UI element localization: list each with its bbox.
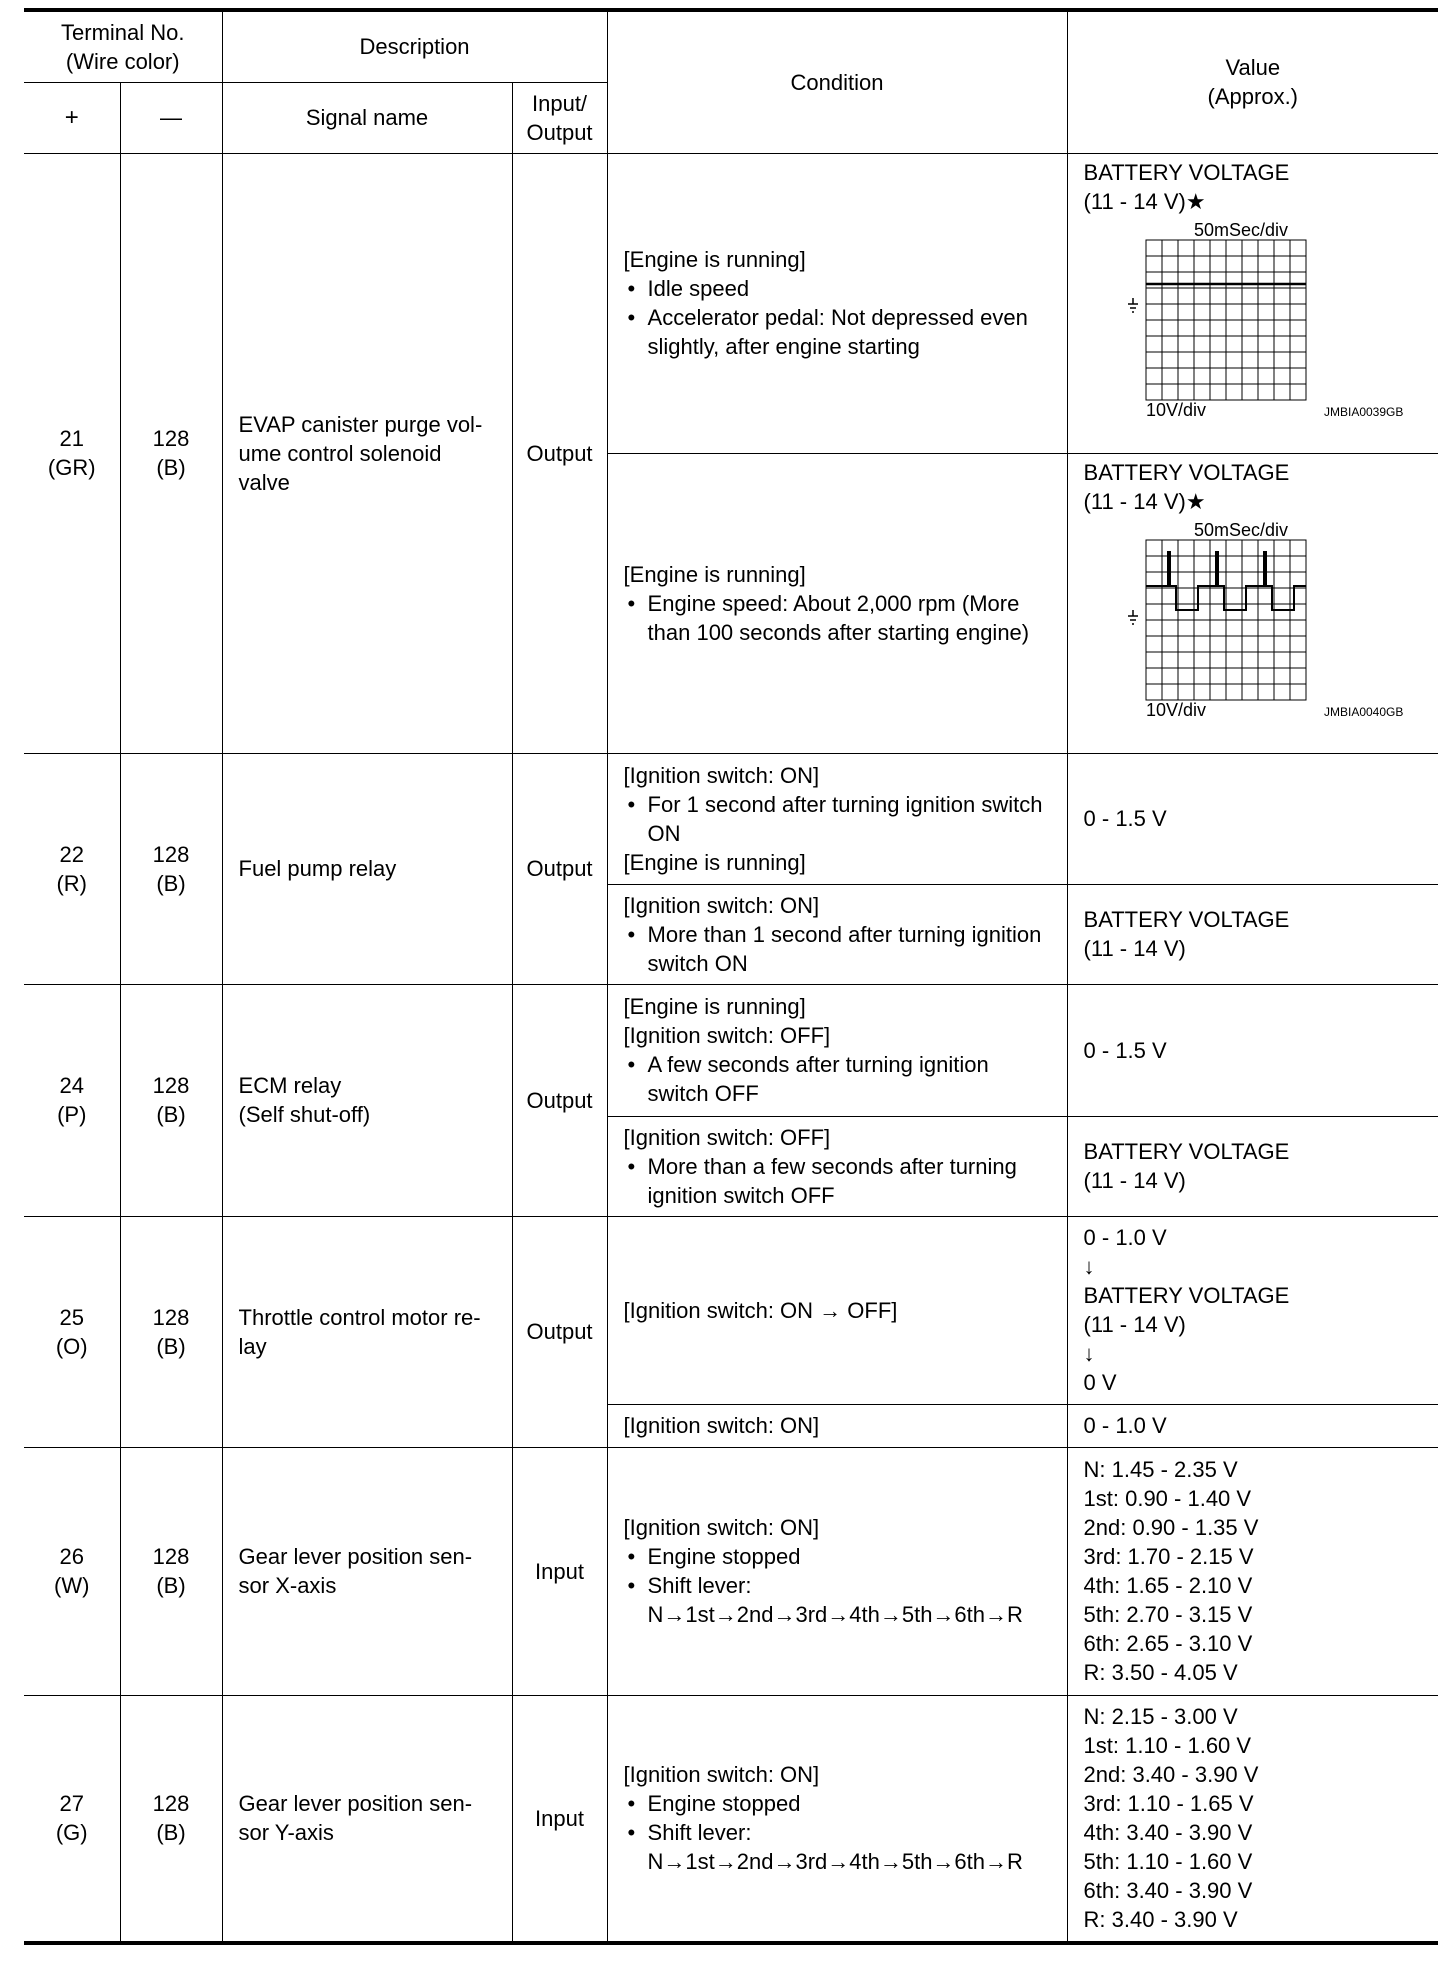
condition-bullet: • Accelerator pedal: Not depressed even slightly, after engine starting [624,303,1055,361]
value-line: N: 2.15 - 3.00 V [1083,1704,1238,1730]
terminal-plus [24,153,120,753]
condition-intro: [Ignition switch: ON] [623,1515,820,1540]
io-type: Output [512,1216,607,1447]
terminal-plus-number: 27 [59,1791,84,1817]
terminal-plus [24,1216,120,1447]
condition-intro: [Engine is running] [623,994,806,1019]
condition-bullets [624,790,1055,848]
value-line: (11 - 14 V) [1083,1168,1186,1193]
header-terminal-l1: Terminal No. [61,19,185,45]
table-row [24,1447,1438,1695]
scope-time-label: 50mSec/div [1193,519,1288,540]
value-line: 5th: 1.10 - 1.60 V [1083,1849,1253,1875]
header-row-1 [24,10,1438,82]
scope-time-label: 50mSec/div [1193,219,1288,240]
signal-name [222,1216,512,1447]
value-line: (11 - 14 V)★ [1083,488,1206,514]
ground-symbol-icon [1128,610,1138,624]
terminal-plus-number: 26 [59,1544,84,1569]
io-type: Input [512,1447,607,1695]
value-cell [1067,984,1438,1116]
value-cell [1067,1216,1438,1404]
io-type: Input [512,1695,607,1943]
value-cell [1067,153,1438,453]
condition-bullet: • For 1 second after turning ignition switch ON [624,790,1055,848]
signal-name-line: ECM relay [238,1073,342,1098]
condition-outro: [Engine is running] [623,849,806,875]
header-io [512,82,607,153]
condition-bullet: • Engine speed: About 2,000 rpm (More than 100 seconds after starting engine) [624,589,1055,647]
terminal-plus [24,1447,120,1695]
condition-bullet: • Engine stopped [624,1542,1055,1571]
terminal-minus-color: (B) [156,1820,186,1846]
value-line: BATTERY VOLTAGE [1083,459,1290,485]
table-row [24,1695,1438,1943]
terminal-minus-number: 128 [152,426,190,451]
terminal-minus-number: 128 [152,841,190,867]
terminal-minus [120,753,222,984]
value-line: (11 - 14 V) [1083,936,1186,961]
signal-name-line: Fuel pump relay [238,856,397,881]
terminal-minus [120,1447,222,1695]
figure-id: JMBIA0040GB [1323,704,1403,718]
signal-name-line: Throttle control motor re- [238,1304,481,1330]
condition-intro: [Ignition switch: OFF] [623,1124,831,1150]
terminal-minus-number: 128 [152,1304,190,1330]
condition-cell [607,453,1067,753]
condition-cell [607,1447,1067,1695]
io-type: Output [512,753,607,984]
value-line: 1st: 1.10 - 1.60 V [1083,1733,1252,1759]
header-signal-name: Signal name [222,82,512,153]
condition-intro: [Ignition switch: ON → OFF] [623,1297,898,1323]
condition-bullets [624,1050,1055,1108]
header-minus: — [120,82,222,153]
condition-cell [607,753,1067,884]
terminal-plus [24,984,120,1216]
table-row [24,753,1438,884]
io-type: Output [512,153,607,753]
signal-name-line: (Self shut-off) [238,1102,371,1127]
value-line: 0 V [1083,1370,1117,1395]
terminal-plus-color: (G) [55,1820,88,1846]
value-cell [1067,453,1438,753]
value-line: 2nd: 0.90 - 1.35 V [1083,1515,1259,1540]
value-cell [1067,1116,1438,1216]
condition-bullet: • Engine stopped [624,1789,1055,1818]
terminal-plus-color: (GR) [47,455,96,480]
value-line: 4th: 1.65 - 2.10 V [1083,1573,1253,1598]
value-line: BATTERY VOLTAGE [1083,159,1290,185]
scope-grid [1146,240,1306,400]
signal-name-line: sor X-axis [238,1573,337,1598]
condition-bullet: • A few seconds after turning ignition switch OFF [624,1050,1055,1108]
terminal-minus [120,984,222,1216]
terminal-plus [24,1695,120,1943]
value-cell [1067,753,1438,884]
terminal-plus-color: (R) [56,870,88,896]
value-cell [1067,1404,1438,1447]
header-terminal-l2: (Wire color) [65,48,180,74]
terminal-plus-color: (O) [55,1333,88,1359]
condition-cell [607,1404,1067,1447]
terminal-minus-color: (B) [156,1102,186,1127]
header-value [1067,10,1438,153]
header-terminal [24,10,222,82]
signal-name-line: Gear lever position sen- [238,1791,473,1817]
condition-bullet: • More than 1 second after turning ignition switch ON [624,920,1055,978]
terminal-plus-number: 25 [59,1304,84,1330]
header-plus: + [24,82,120,153]
condition-bullet: • Shift lever: [624,1571,1055,1600]
value-line: 6th: 2.65 - 3.10 V [1083,1631,1253,1656]
value-line: N: 1.45 - 2.35 V [1083,1457,1238,1482]
terminal-minus-color: (B) [156,1573,186,1598]
value-line: 5th: 2.70 - 3.15 V [1083,1602,1253,1627]
condition-cell [607,884,1067,984]
scope-volt-label: 10V/div [1145,699,1206,718]
signal-name-line: lay [238,1333,267,1359]
condition-bullets [624,589,1055,647]
shift-sequence: N→1st→2nd→3rd→4th→5th→6th→R [647,1602,1023,1627]
terminal-plus-number: 22 [59,841,84,867]
header-description: Description [222,10,607,82]
terminal-plus [24,753,120,984]
condition-intro: [Ignition switch: ON] [623,1413,820,1438]
terminal-minus-number: 128 [152,1791,190,1817]
condition-intro: [Ignition switch: ON] [623,762,820,788]
value-line: 0 - 1.5 V [1083,1037,1167,1063]
signal-name-line: EVAP canister purge vol- [238,411,483,437]
shift-sequence: N→1st→2nd→3rd→4th→5th→6th→R [647,1849,1023,1875]
value-line: BATTERY VOLTAGE [1083,907,1290,932]
header-io-l2: Output [526,119,593,145]
header-condition: Condition [607,10,1067,153]
condition-cell [607,1116,1067,1216]
condition-bullet: • Idle speed [624,274,1055,303]
io-type: Output [512,984,607,1216]
terminal-minus-color: (B) [156,1333,186,1359]
table-row [24,1216,1438,1404]
signal-name-line: ume control solenoid [238,440,442,466]
terminal-minus-number: 128 [152,1544,190,1569]
value-cell [1067,884,1438,984]
signal-name [222,753,512,984]
condition-cell [607,1216,1067,1404]
terminal-plus-number: 21 [59,426,84,451]
terminal-minus-color: (B) [156,870,186,896]
condition-bullet: • More than a few seconds after turning ignition switch OFF [624,1152,1055,1210]
value-line: BATTERY VOLTAGE [1083,1139,1290,1164]
oscilloscope-waveform [1084,218,1424,418]
ground-symbol-icon [1128,298,1138,312]
signal-name [222,153,512,753]
condition-bullets [624,920,1055,978]
condition-bullets [624,1789,1055,1847]
terminal-minus [120,1216,222,1447]
arrow-down-icon: ↓ [1083,1341,1095,1366]
condition-intro: [Engine is running] [623,247,806,272]
condition-bullets [624,274,1055,361]
table-row [24,153,1438,453]
value-line: 6th: 3.40 - 3.90 V [1083,1878,1253,1904]
terminal-minus [120,1695,222,1943]
terminal-plus-color: (P) [57,1102,87,1127]
value-line: (11 - 14 V) [1083,1312,1186,1337]
condition-cell [607,1695,1067,1943]
condition-intro: [Ignition switch: ON] [623,1762,820,1788]
oscilloscope-waveform [1084,518,1424,718]
value-cell [1067,1695,1438,1943]
value-line: 0 - 1.0 V [1083,1225,1167,1250]
value-line: 3rd: 1.10 - 1.65 V [1083,1791,1254,1817]
signal-name-line: valve [238,469,290,495]
condition-cell [607,153,1067,453]
header-io-l1: Input/ [532,90,588,116]
value-line: BATTERY VOLTAGE [1083,1283,1290,1308]
value-line: R: 3.50 - 4.05 V [1083,1660,1238,1685]
condition-intro: [Engine is running] [623,561,806,587]
value-line: 0 - 1.0 V [1083,1413,1167,1438]
signal-name [222,1447,512,1695]
signal-name [222,1695,512,1943]
condition-intro: [Ignition switch: OFF] [623,1023,831,1048]
value-line: 1st: 0.90 - 1.40 V [1083,1486,1252,1511]
scope-volt-label: 10V/div [1145,399,1206,418]
condition-bullets [624,1542,1055,1600]
value-line: (11 - 14 V)★ [1083,188,1206,214]
header-value-l2: (Approx.) [1207,84,1299,110]
value-line: R: 3.40 - 3.90 V [1083,1907,1238,1933]
terminal-minus [120,153,222,753]
signal-name-line: sor Y-axis [238,1820,334,1846]
condition-cell [607,984,1067,1116]
signal-name [222,984,512,1216]
condition-intro: [Ignition switch: ON] [623,892,820,918]
table-row [24,984,1438,1116]
value-line: 0 - 1.5 V [1083,806,1167,831]
terminal-minus-color: (B) [156,455,186,480]
terminal-plus-number: 24 [59,1073,84,1098]
value-line: 4th: 3.40 - 3.90 V [1083,1820,1253,1846]
figure-id: JMBIA0039GB [1323,404,1403,418]
arrow-down-icon: ↓ [1083,1254,1095,1279]
condition-bullets [624,1152,1055,1210]
terminal-minus-number: 128 [152,1073,190,1098]
signal-name-line: Gear lever position sen- [238,1544,473,1569]
terminal-plus-color: (W) [54,1573,90,1598]
terminal-table [24,8,1438,1945]
condition-bullet: • Shift lever: [624,1818,1055,1847]
header-value-l1: Value [1225,55,1281,81]
value-cell [1067,1447,1438,1695]
value-line: 2nd: 3.40 - 3.90 V [1083,1762,1259,1788]
value-line: 3rd: 1.70 - 2.15 V [1083,1544,1254,1569]
